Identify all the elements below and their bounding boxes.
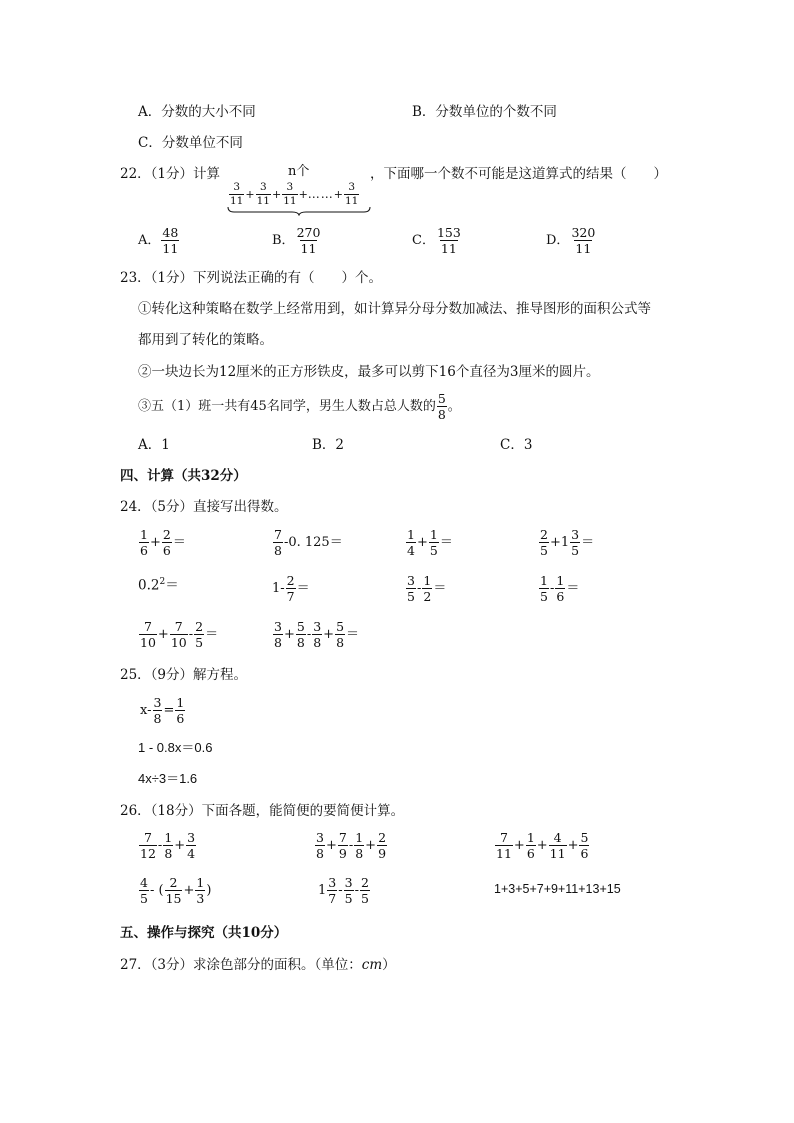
fraction: $\frac{7}{12}$ <box>140 830 156 862</box>
q22-stem-prefix: 22．（1分）计算 <box>120 166 221 182</box>
q26-calc-3: $\frac{7}{11}$ + $\frac{1}{6}$ + $\frac{4}{11}$ + $\frac{5}{6}$ <box>496 830 589 862</box>
fraction: $\frac{3}{11}$ <box>283 181 297 208</box>
fraction: $\frac{3}{5}$ <box>344 875 353 907</box>
fraction: $\frac{320}{11}$ <box>571 225 596 257</box>
fraction: $\frac{7}{11}$ <box>496 830 512 862</box>
q25-equation-3: 4x÷3＝1.6 <box>138 771 198 786</box>
q23-option-a: A．1 <box>138 437 170 453</box>
fraction: $\frac{1}{8}$ <box>355 830 364 862</box>
q24-expr-1: $\frac{1}{6}$ + $\frac{2}{6}$ ＝ <box>140 527 186 559</box>
fraction: $\frac{2}{6}$ <box>162 527 171 559</box>
fraction: $\frac{2}{5}$ <box>361 875 369 907</box>
fraction: $\frac{2}{15}$ <box>165 875 182 907</box>
underbrace-icon <box>226 206 372 216</box>
q24-expr-8: $\frac{1}{5}$ - $\frac{1}{6}$ ＝ <box>540 573 580 605</box>
q24-expr-9: $\frac{7}{10}$ + $\frac{7}{10}$ - $\frac{2}{5}$ ＝ <box>140 619 219 651</box>
fraction: $\frac{3}{8}$ <box>316 830 324 862</box>
q22-option-c: C． $\frac{153}{11}$ <box>412 225 461 257</box>
q26-calc-6: 1+3+5+7+9+11+13+15 <box>494 882 621 896</box>
section-5-title: 五、操作与探究（共10分） <box>120 925 288 941</box>
fraction: $\frac{3}{5}$ <box>407 573 415 605</box>
fraction: $\frac{1}{2}$ <box>423 573 432 605</box>
fraction: $\frac{1}{8}$ <box>164 830 173 862</box>
q26-calc-1: $\frac{7}{12}$ - $\frac{1}{8}$ + $\frac{3}{4}$ <box>140 830 196 862</box>
fraction: $\frac{4}{5}$ <box>140 875 148 907</box>
q24-expr-6: 1- $\frac{2}{7}$ ＝ <box>272 573 310 605</box>
q23-stem: 23．（1分）下列说法正确的有（ ）个。 <box>120 270 383 286</box>
fraction: $\frac{1}{6}$ <box>176 695 185 727</box>
q23-option-b: B．2 <box>312 437 345 453</box>
q26-calc-2: $\frac{3}{8}$ + $\frac{7}{9}$ - $\frac{1}{8}$ + $\frac{2}{9}$ <box>316 830 387 862</box>
q27-stem: 27．（3分）求涂色部分的面积。（单位：cm） <box>120 957 396 973</box>
q22-n-label: n个 <box>288 164 310 179</box>
fraction: $\frac{1}{4}$ <box>407 527 415 559</box>
q24-expr-2: $\frac{7}{8}$ -0. 125＝ <box>274 527 343 559</box>
fraction: $\frac{3}{4}$ <box>187 830 196 862</box>
q26-stem: 26．（18分）下面各题，能简便的要简便计算。 <box>120 803 405 819</box>
q24-expr-4: $\frac{2}{5}$ +1 $\frac{3}{5}$ ＝ <box>540 527 595 559</box>
fraction: $\frac{153}{11}$ <box>436 225 461 257</box>
q26-calc-5: 1 $\frac{3}{7}$ - $\frac{3}{5}$ - $\frac{2}{5}$ <box>318 875 369 907</box>
fraction: $\frac{270}{11}$ <box>296 225 321 257</box>
fraction: $\frac{1}{5}$ <box>429 527 438 559</box>
fraction: $\frac{4}{11}$ <box>549 830 566 862</box>
q24-expr-5: $0.2^2=$ <box>138 577 179 594</box>
fraction: $\frac{5}{6}$ <box>580 830 589 862</box>
q24-expr-7: $\frac{3}{5}$ - $\frac{1}{2}$ ＝ <box>407 573 447 605</box>
fraction: $\frac{3}{8}$ <box>313 619 322 651</box>
fraction: $\frac{3}{11}$ <box>230 181 244 208</box>
fraction: $\frac{1}{6}$ <box>526 830 535 862</box>
q24-expr-3: $\frac{1}{4}$ + $\frac{1}{5}$ ＝ <box>407 527 453 559</box>
fraction: $\frac{7}{8}$ <box>274 527 282 559</box>
q26-calc-4: $\frac{4}{5}$ - ( $\frac{2}{15}$ + $\frac{1}{3}$ ) <box>140 875 212 907</box>
q24-expr-10: $\frac{3}{8}$ + $\frac{5}{8}$ - $\frac{3}{8}$ + $\frac{5}{8}$ ＝ <box>274 619 360 651</box>
q23-statement-2: ②一块边长为12厘米的正方形铁皮，最多可以剪下16个直径为3厘米的圆片。 <box>138 364 600 380</box>
fraction: $\frac{2}{7}$ <box>286 573 295 605</box>
fraction: $\frac{2}{5}$ <box>195 619 204 651</box>
fraction: $\frac{5}{8}$ <box>336 619 345 651</box>
q21-option-a: A．分数的大小不同 <box>138 104 256 120</box>
fraction: $\frac{1}{6}$ <box>140 527 148 559</box>
fraction: $\frac{48}{11}$ <box>162 225 179 257</box>
fraction: $\frac{7}{10}$ <box>170 619 187 651</box>
section-4-title: 四、计算（共32分） <box>120 468 247 484</box>
fraction: $\frac{2}{9}$ <box>378 830 387 862</box>
q25-equation-2: 1 - 0.8x＝0.6 <box>138 740 213 755</box>
fraction: $\frac{7}{9}$ <box>338 830 347 862</box>
q25-equation-1: x- $\frac{3}{8}$ = $\frac{1}{6}$ <box>140 695 185 727</box>
q23-statement-3: ③五（1）班一共有45名同学，男生人数占总人数的 $\frac{5}{8}$ 。 <box>138 391 461 423</box>
fraction: $\frac{5}{8}$ <box>437 391 446 423</box>
fraction: $\frac{1}{3}$ <box>196 875 205 907</box>
q21-option-c: C．分数单位不同 <box>138 135 243 151</box>
fraction: $\frac{3}{8}$ <box>153 695 162 727</box>
fraction: $\frac{3}{7}$ <box>328 875 337 907</box>
q24-stem: 24．（5分）直接写出得数。 <box>120 499 288 515</box>
fraction: $\frac{5}{8}$ <box>296 619 305 651</box>
q22-option-a: A． $\frac{48}{11}$ <box>138 225 179 257</box>
q23-statement-1-line-1: ①转化这种策略在数学上经常用到，如计算异分母分数加减法、推导图形的面积公式等 <box>138 301 651 317</box>
q25-stem: 25．（9分）解方程。 <box>120 667 248 683</box>
fraction: $\frac{7}{10}$ <box>140 619 156 651</box>
q22-option-d: D． $\frac{320}{11}$ <box>546 225 596 257</box>
fraction: $\frac{3}{11}$ <box>345 181 359 208</box>
fraction: $\frac{1}{5}$ <box>540 573 548 605</box>
q22-series-expression: $\frac{3}{11}$ + $\frac{3}{11}$ + $\frac{3}{11}$ +……+ $\frac{3}{11}$ <box>230 181 359 208</box>
q23-statement-1-line-2: 都用到了转化的策略。 <box>138 332 273 348</box>
fraction: $\frac{3}{5}$ <box>571 527 580 559</box>
fraction: $\frac{2}{5}$ <box>540 527 548 559</box>
q21-option-b: B．分数单位的个数不同 <box>412 104 557 120</box>
q22-stem-suffix: ，下面哪一个数不可能是这道算式的结果（ ） <box>370 166 667 182</box>
q23-option-c: C．3 <box>500 437 533 453</box>
q22-option-b: B． $\frac{270}{11}$ <box>272 225 321 257</box>
fraction: $\frac{1}{6}$ <box>556 573 565 605</box>
fraction: $\frac{3}{11}$ <box>256 181 270 208</box>
fraction: $\frac{3}{8}$ <box>274 619 282 651</box>
